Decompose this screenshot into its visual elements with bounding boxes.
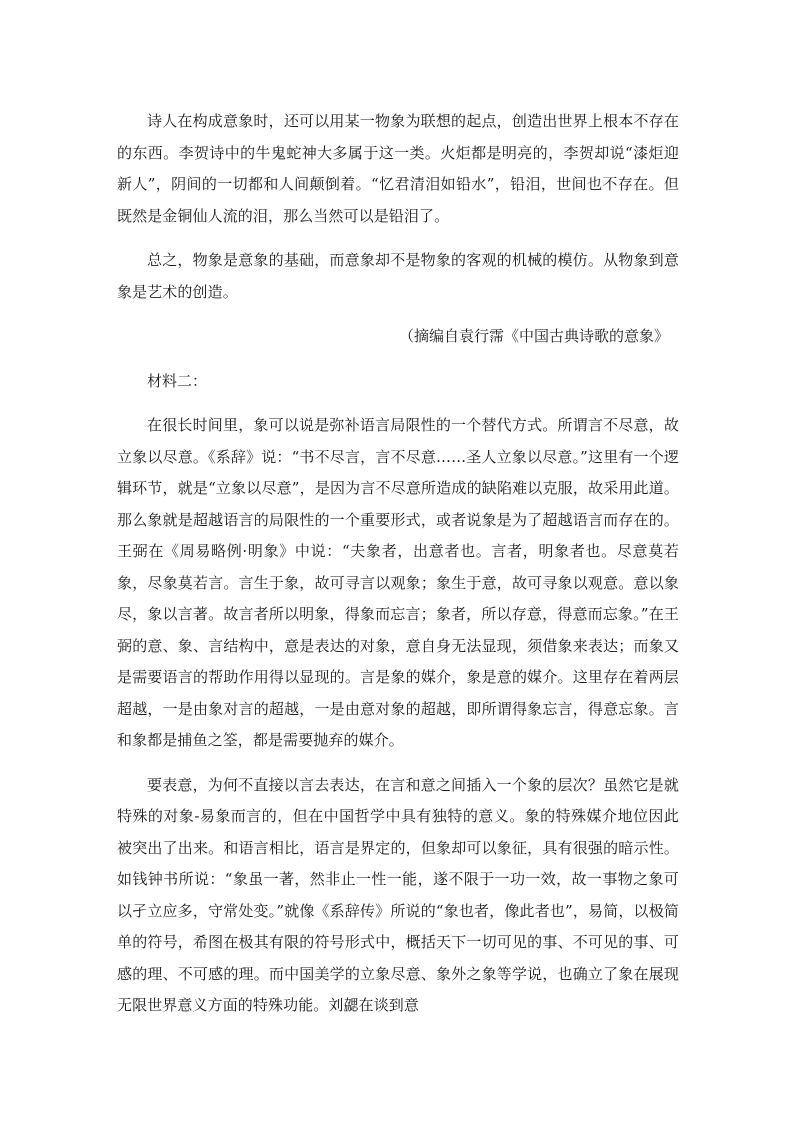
document-page [117, 106, 679, 1022]
material-two-heading: 材料二： [147, 371, 208, 390]
paragraph-language-limits: 在很长时间里，象可以说是弥补语言局限性的一个替代方式。所谓言不尽意，故立象以尽意。《系辞》说：“书不尽言，言不尽意……圣人立象以尽意。”这里有一个逻辑环节，就是“立象以尽意”，是因为言不尽意所造成的缺陷难以克服，故采用此道。那么象就是超越语言的局限性的一个重要形式，或者说象是为了超越语言而存在的。王弼在《周易略例·明象》中说：“夫象者，出意者也。言者，明象者也。尽意莫若象，尽象莫若言。言生于象，故可寻言以观象；象生于意，故可寻象以观意。意以象尽，象以言著。故言者所以明象，得象而忘言；象者，所以存意，得意而忘象。”在王弼的意、象、言结构中，意是表达的对象，意自身无法显现，须借象来表达；而象又是需要语言的帮助作用得以显现的。言是象的媒介，象是意的媒介。这里存在着两层超越，一是由象对言的超越，一是由意对象的超越，即所谓得象忘言，得意忘象。言和象都是捕鱼之筌，都是需要抛弃的媒介。 [117, 416, 679, 749]
source-citation: （摘编自袁行霈《中国古典诗歌的意象》 [398, 327, 669, 345]
paragraph-li-he-imagery: 诗人在构成意象时，还可以用某一物象为联想的起点，创造出世界上根本不存在的东西。李贺诗中的牛鬼蛇神大多属于这一类。火炬都是明亮的，李贺却说“漆炬迎新人”，阴间的一切都和人间颠倒着。“忆君清泪如铅水”，铅泪，世间也不存在。但既然是金铜仙人流的泪，那么当然可以是铅泪了。 [117, 112, 679, 225]
paragraph-conclusion: 总之，物象是意象的基础，而意象却不是物象的客观的机械的模仿。从物象到意象是艺术的创造。 [117, 251, 679, 301]
paragraph-why-image: 要表意，为何不直接以言去表达，在言和意之间插入一个象的层次？虽然它是就特殊的对象-易象而言的，但在中国哲学中具有独特的意义。象的特殊媒介地位因此被突出了出来。和语言相比，语言是界定的，但象却可以象征，具有很强的暗示性。如钱钟书所说：“象虽一著，然非止一性一能，遂不限于一功一效，故一事物之象可以孑立应多，守常处变。”就像《系辞传》所说的“象也者，像此者也”，易简，以极简单的符号，希图在极其有限的符号形式中，概括天下一切可见的事、不可见的事、可感的理、不可感的理。而中国美学的立象尽意、象外之象等学说，也确立了象在展现无限世界意义方面的特殊功能。刘勰在谈到意 [117, 775, 679, 1014]
